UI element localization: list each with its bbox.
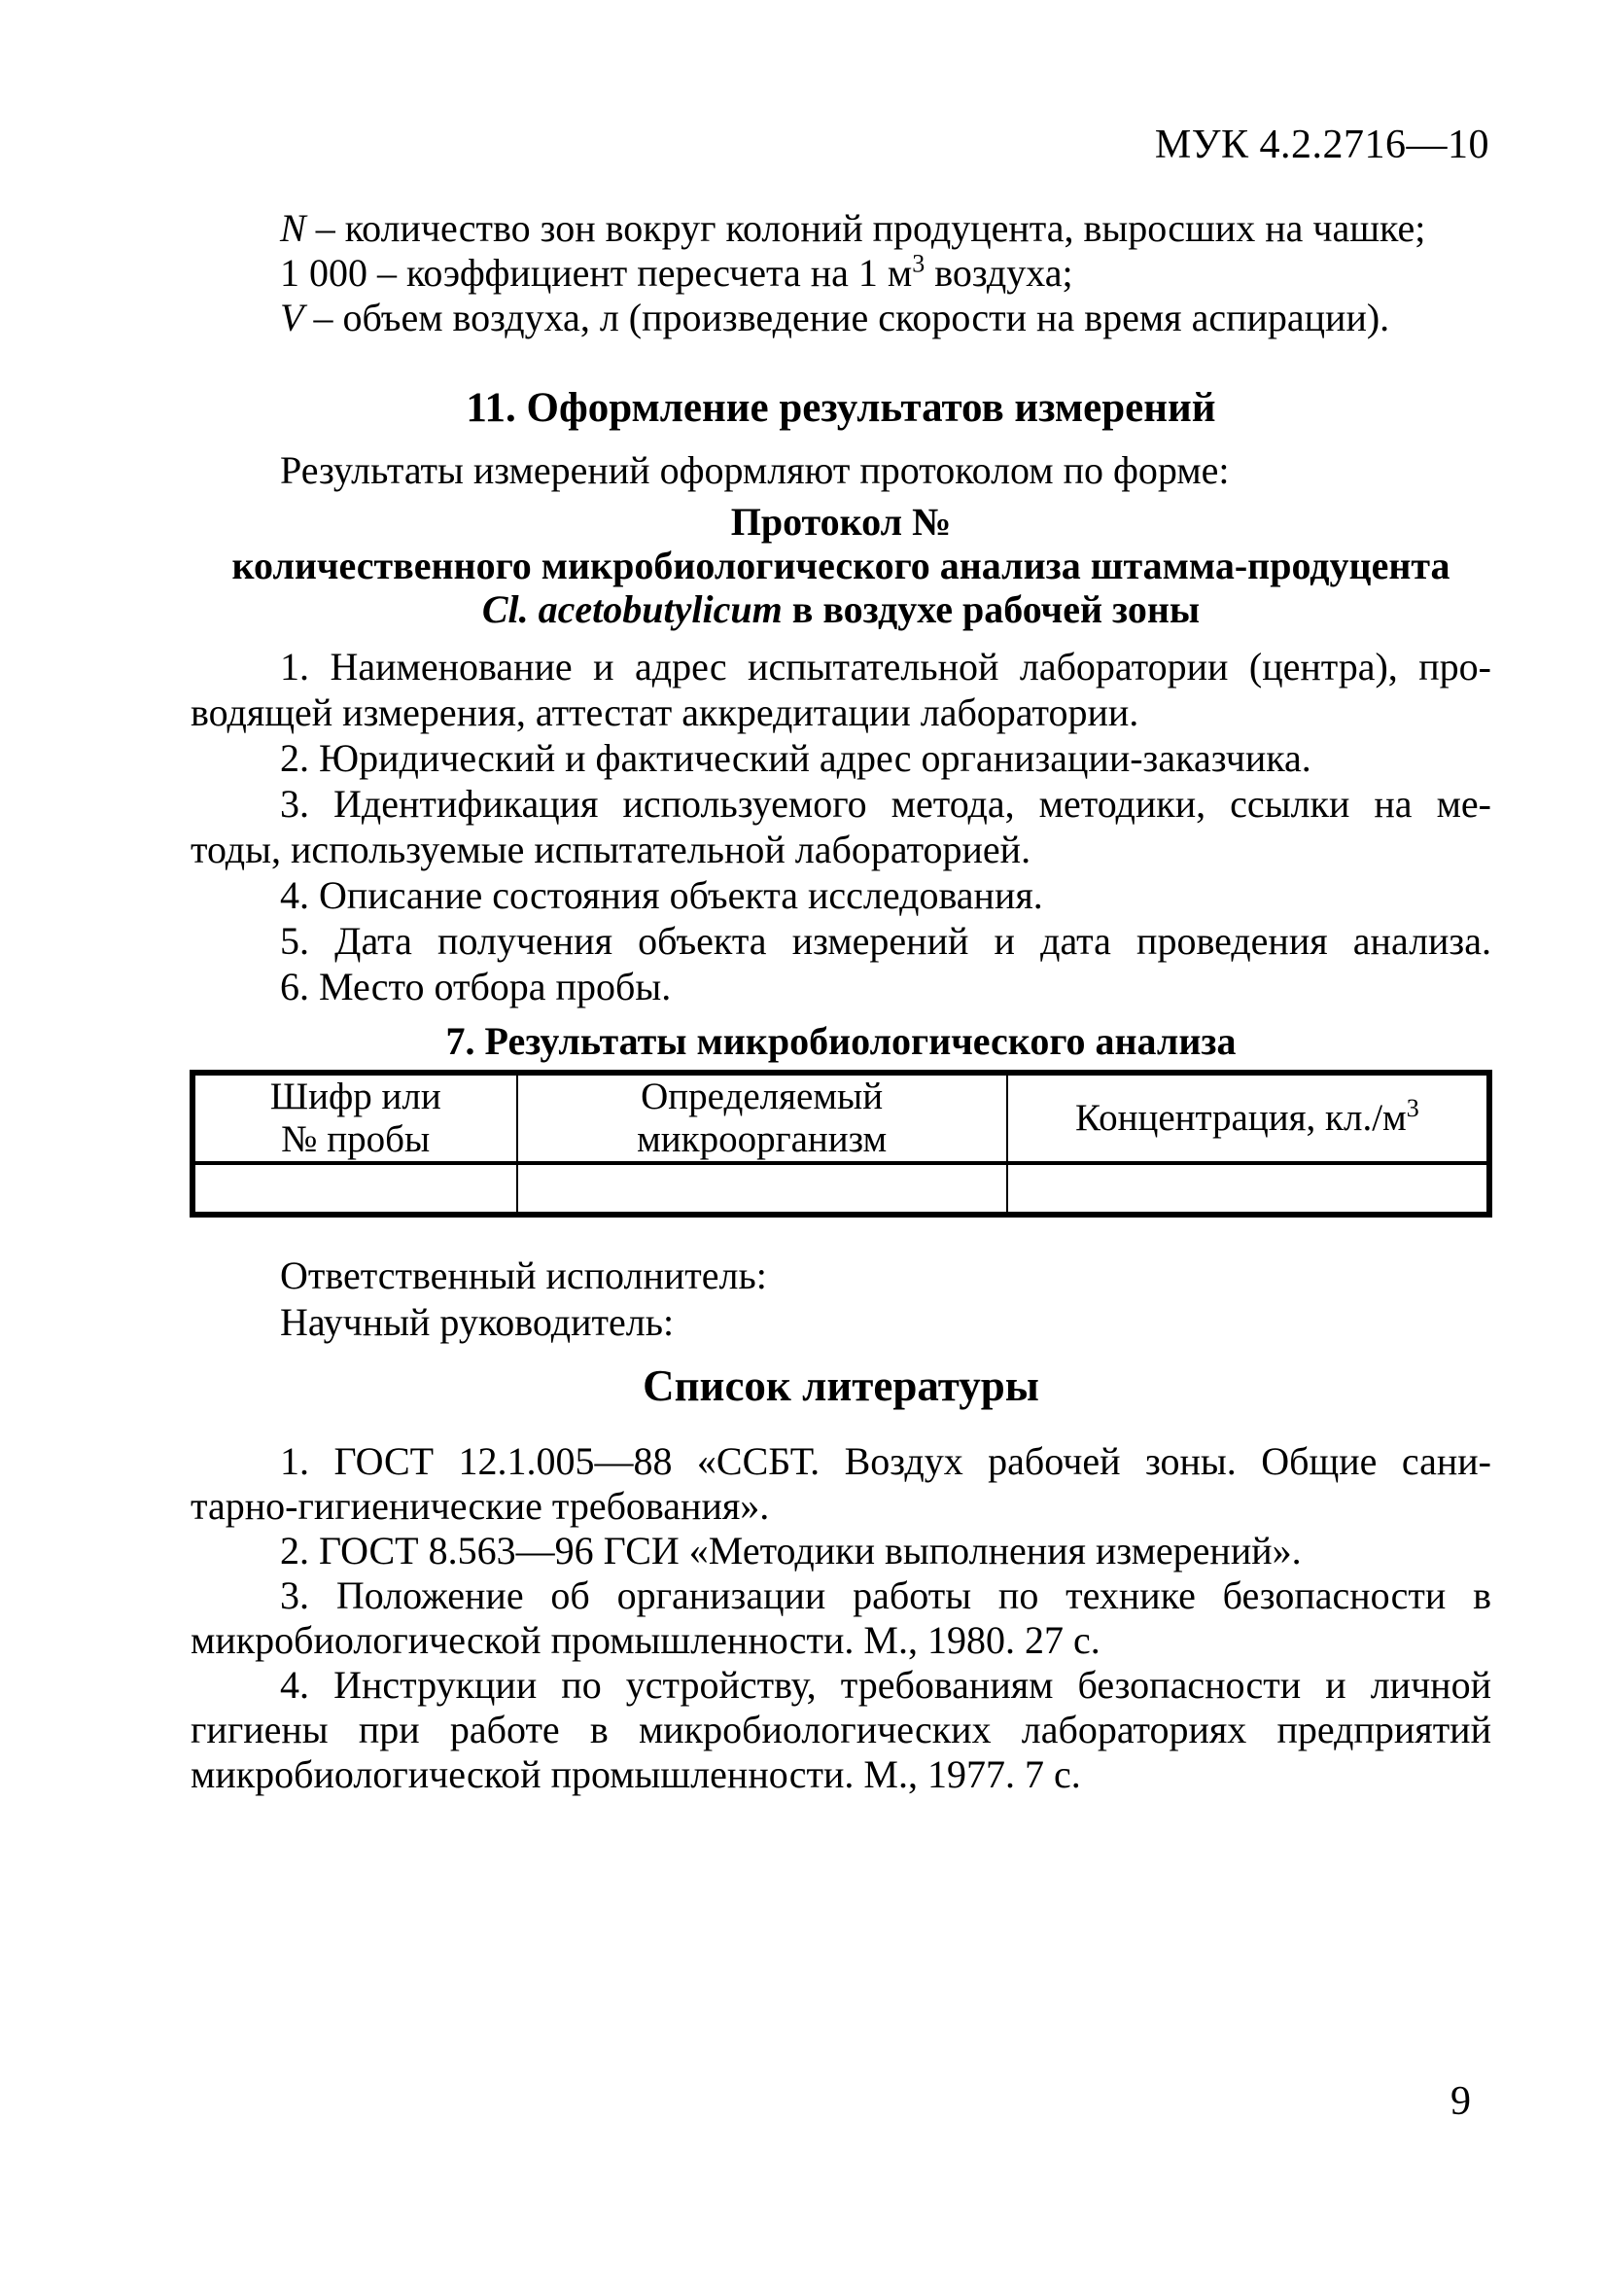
reference-line: 3. Положение об организации работы по технике безопасности в bbox=[280, 1573, 1491, 1617]
protocol-title bbox=[191, 500, 1491, 631]
page-number: 9 bbox=[1450, 2079, 1471, 2124]
definition-n-text: – количество зон вокруг колоний продуцента, выросших на чашке; bbox=[305, 206, 1426, 250]
superscript-3: 3 bbox=[1406, 1094, 1419, 1122]
protocol-item-list bbox=[191, 644, 1491, 1009]
definition-line-1000 bbox=[191, 251, 1491, 296]
definition-v-text: – объем воздуха, л (произведение скорости на время аспирации). bbox=[303, 296, 1390, 339]
protocol-title-line3-rest: в воздухе рабочей зоны bbox=[782, 587, 1201, 631]
protocol-item-line: 5. Дата получения объекта измерений и дата проведения анализа. bbox=[280, 919, 1491, 963]
header-line: Шифр или bbox=[269, 1076, 441, 1117]
reference-line: тарно-гигиенические требования». bbox=[191, 1484, 770, 1528]
doc-code: МУК 4.2.2716—10 bbox=[1154, 123, 1489, 167]
formula-definitions bbox=[191, 206, 1491, 340]
protocol-item-line: водящей измерения, аттестат аккредитации лаборатории. bbox=[191, 690, 1139, 734]
reference-line: 4. Инструкции по устройству, требованиям безопасности и личной bbox=[280, 1663, 1491, 1707]
definition-line-n bbox=[191, 206, 1491, 251]
table-empty-cell bbox=[1007, 1163, 1489, 1215]
protocol-title-line3 bbox=[191, 587, 1491, 631]
scientific-supervisor-label: Научный руководитель: bbox=[280, 1300, 675, 1344]
definition-line-v bbox=[191, 296, 1491, 340]
table-header-row bbox=[192, 1073, 1489, 1163]
protocol-item-line: 3. Идентификация используемого метода, методики, ссылки на ме- bbox=[280, 782, 1491, 826]
variable-n: N bbox=[280, 206, 306, 250]
protocol-title-line1: Протокол № bbox=[730, 500, 952, 544]
header-line: № пробы bbox=[281, 1118, 431, 1160]
header-concentration-text: Концентрация, кл./м bbox=[1075, 1097, 1407, 1139]
reference-line: гигиены при работе в микробиологических лабораториях предприятий bbox=[191, 1708, 1491, 1751]
header-line: микроорганизм bbox=[637, 1118, 888, 1160]
definition-1000-tail: воздуха; bbox=[925, 251, 1073, 295]
reference-line: микробиологической промышленности. М., 1980. 27 с. bbox=[191, 1618, 1100, 1662]
protocol-item-line: 4. Описание состояния объекта исследования. bbox=[280, 873, 1043, 917]
responsible-executor-label: Ответственный исполнитель: bbox=[280, 1254, 767, 1297]
reference-line: 1. ГОСТ 12.1.005—88 «ССБТ. Воздух рабочей зоны. Общие сани- bbox=[280, 1439, 1491, 1483]
protocol-item-line: 2. Юридический и фактический адрес организации-заказчика. bbox=[280, 736, 1311, 780]
literature-heading: Список литературы bbox=[643, 1361, 1039, 1410]
strain-name-italic: Cl. acetobutylicum bbox=[481, 587, 783, 631]
column-header-sample-code bbox=[192, 1073, 517, 1163]
protocol-item-line: 6. Место отбора пробы. bbox=[280, 965, 672, 1008]
section-11-heading: 11. Оформление результатов измерений bbox=[466, 385, 1216, 431]
column-header-microorganism bbox=[517, 1073, 1007, 1163]
reference-line: 2. ГОСТ 8.563—96 ГСИ «Методики выполнения измерений». bbox=[280, 1529, 1302, 1572]
variable-v: V bbox=[280, 296, 304, 339]
results-table bbox=[190, 1070, 1492, 1214]
column-header-concentration bbox=[1007, 1073, 1489, 1163]
header-line: Определяемый bbox=[641, 1076, 884, 1117]
signature-block bbox=[191, 1253, 1491, 1346]
protocol-title-line2: количественного микробиологического анализа штамма-продуцента bbox=[231, 544, 1450, 587]
definition-1000-text: 1 000 – коэффициент пересчета на 1 м bbox=[280, 251, 913, 295]
reference-list bbox=[191, 1439, 1491, 1797]
table-empty-row bbox=[192, 1163, 1489, 1215]
reference-line: микробиологической промышленности. М., 1977. 7 с. bbox=[191, 1752, 1081, 1796]
table-empty-cell bbox=[517, 1163, 1007, 1215]
protocol-item-line: тоды, используемые испытательной лабораторией. bbox=[191, 828, 1031, 871]
superscript-3: 3 bbox=[912, 249, 926, 278]
section-11-intro: Результаты измерений оформляют протоколом по форме: bbox=[280, 448, 1230, 492]
table-caption: 7. Результаты микробиологического анализа bbox=[445, 1019, 1237, 1063]
table-empty-cell bbox=[192, 1163, 517, 1215]
results-table-grid bbox=[190, 1070, 1492, 1218]
protocol-item-line: 1. Наименование и адрес испытательной лаборатории (центра), про- bbox=[280, 645, 1491, 689]
